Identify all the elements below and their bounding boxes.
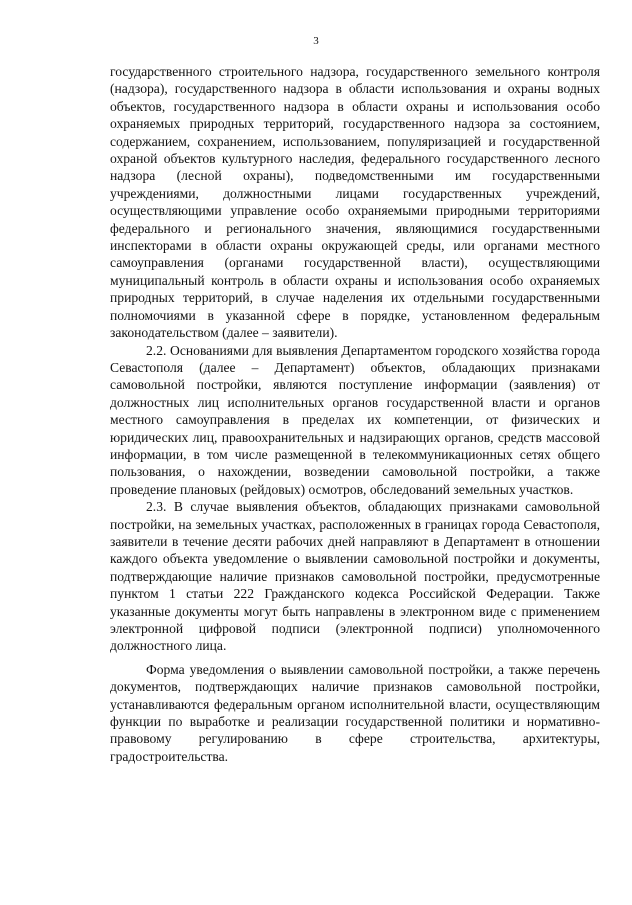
page-number: 3 [313, 35, 319, 47]
document-body [110, 63, 600, 765]
paragraph-notification-form: Форма уведомления о выявлении самовольной постройки, а также перечень документов, подтверждающих наличие признаков самовольной постройки, устанавливаются федеральным органом исполнительной власти, осуществляющим функции по выработке и реализации государственной политики и нормативно-правовому регулированию в сфере строительства, архитектуры, градостроительства. [110, 661, 600, 764]
paragraph-2-2: 2.2. Основаниями для выявления Департаментом городского хозяйства города Севастополя (далее – Департамент) объектов, обладающих признаками самовольной постройки, являются поступление информации (заявления) от должностных лиц исполнительных органов государственной власти и органов местного самоуправления в пределах их компетенции, от физических и юридических лиц, правоохранительных и надзирающих органов, средств массовой информации, в том числе размещенной в телекоммуникационных сетях общего пользования, о нахождении, возведении самовольной постройки, а также проведение плановых (рейдовых) осмотров, обследований земельных участков. [110, 342, 600, 497]
paragraph-continuation: государственного строительного надзора, государственного земельного контроля (надзора), государственного надзора в области использования и охраны водных объектов, государственного надзора в области охраны и использования особо охраняемых природных территорий, государственного надзора за состоянием, содержанием, сохранением, использованием, популяризацией и государственной охраной объектов культурного наследия, федерального государственного лесного надзора (лесной охраны), подведомственными им государственными учреждениями, должностными лицами государственных учреждений, осуществляющими управление особо охраняемыми природными территориями федерального и регионального значения, являющимися государственными инспекторами в области охраны окружающей среды, или органами местного самоуправления (органами государственной власти), осуществляющими муниципальный контроль в области охраны и использования особо охраняемых природных территорий, в случае наделения их отдельными государственными полномочиями в указанной сфере в порядке, установленном федеральным законодательством (далее – заявители). [110, 64, 600, 341]
paragraph-2-3: 2.3. В случае выявления объектов, обладающих признаками самовольной постройки, на земельных участках, расположенных в границах города Севастополя, заявители в течение десяти рабочих дней направляют в Департамент в отношении каждого объекта уведомление о выявлении самовольной постройки и документы, подтверждающие наличие признаков самовольной постройки, предусмотренные пунктом 1 статьи 222 Гражданского кодекса Российской Федерации. Также указанные документы могут быть направлены в электронном виде с применением электронной цифровой подписи (электронной подписи) уполномоченного должностного лица. [110, 499, 600, 654]
